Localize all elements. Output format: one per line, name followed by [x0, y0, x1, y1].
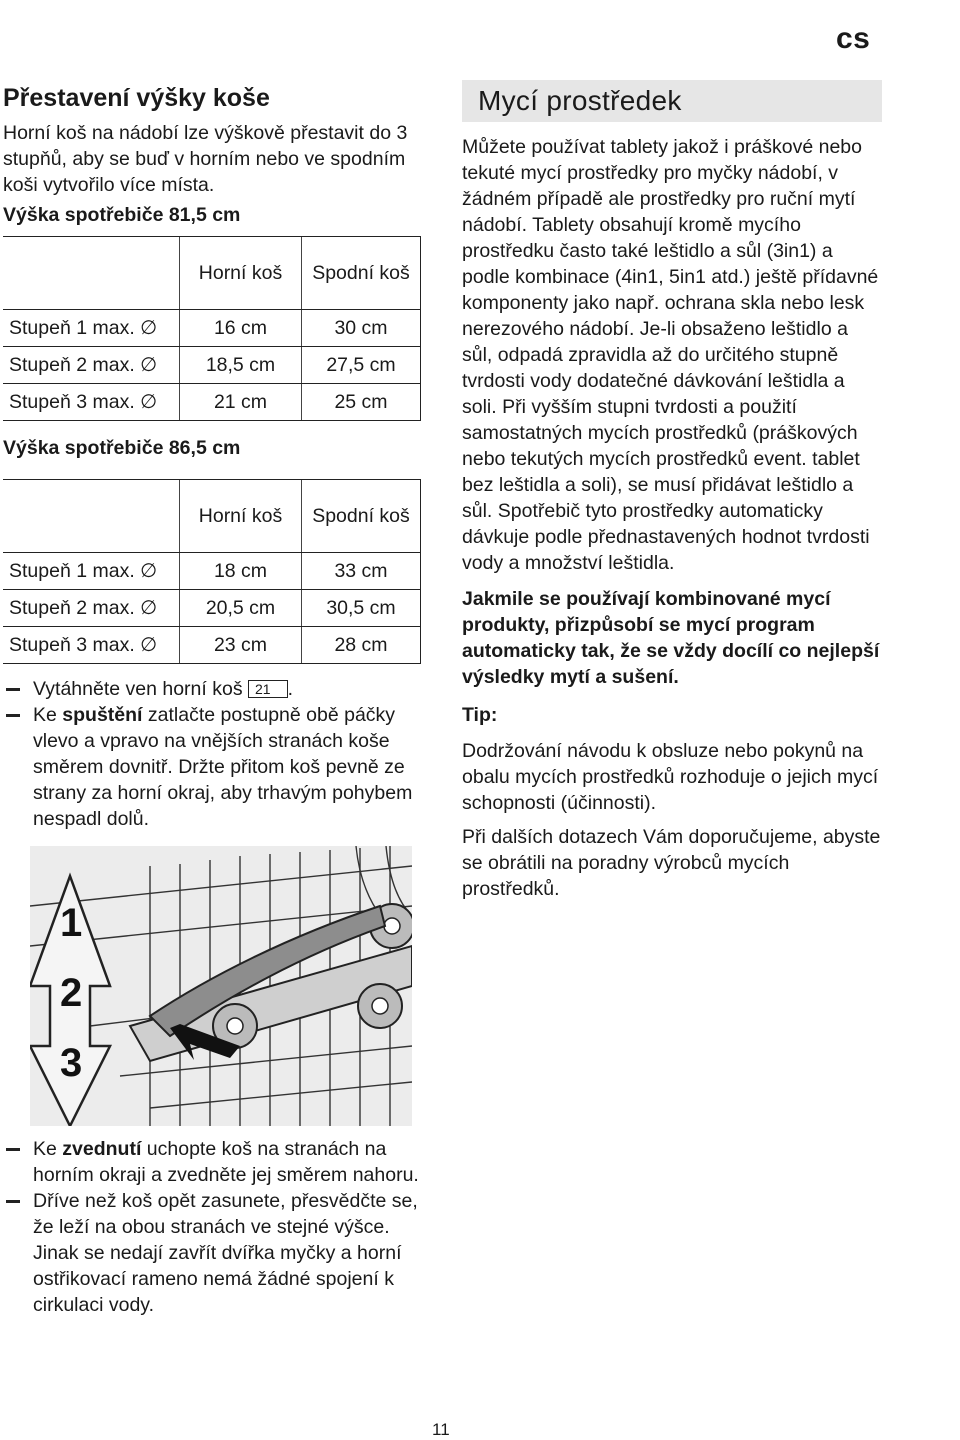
detergent-paragraph: Můžete používat tablety jakož i práškové nebo tekuté mycí prostředky pro myčky nádobí, v žádném případě ale prostředky pro ruční mytí nádobí. Tablety obsahují kromě mycího prostředku často také leštidlo a sůl (3in1) a podle kombinace (4in1, 5in1 atd.) ještě přídavné komponenty jako např. ochrana skla nebo lesk nerezového nádobí. Je-li obsaženo leštidlo a sůl, odpadá zpravidla až do určitého stupně tvrdosti vody dodatečné dávkování leštidla a soli. Při vyšším stupni tvrdosti a použití samostatných mycích prostředků (práškových nebo tekutých mycích prostředků event. tablet bez leštidla a soli), se musí přidávat leštidlo a sůl. Spotřebič tyto prostředky automaticky dávkuje podle přednastavených hodnot tvrdosti vody a množství leštidla.: [462, 136, 879, 574]
table-header-empty: [3, 480, 180, 553]
left-column: [3, 82, 423, 832]
contact-paragraph: Při dalších dotazech Vám doporučujeme, abyste se obrátili na poradny výrobců mycích prostředků.: [462, 826, 881, 900]
instruction-list: [3, 676, 423, 832]
right-column: [462, 80, 882, 902]
language-code: cs: [836, 22, 871, 55]
table-row: [3, 310, 421, 347]
bullet-text: Ke: [33, 704, 63, 726]
table-row: [3, 347, 421, 384]
height-table-81: [3, 236, 421, 421]
basket-illustration: [30, 846, 412, 1126]
table2-caption: Výška spotřebiče 86,5 cm: [3, 437, 241, 459]
list-item: [3, 1136, 423, 1188]
section-title-basket-height: Přestavení výšky koše: [3, 84, 270, 112]
row-lower: 27,5 cm: [302, 347, 421, 384]
bullet-bold: spuštění: [62, 704, 143, 726]
row-lower: 28 cm: [302, 627, 421, 664]
intro-paragraph: Horní koš na nádobí lze výškově přestavit do 3 stupňů, aby se buď v horním nebo ve spodním koši vytvořilo více místa.: [3, 122, 408, 196]
row-label: Stupeň 3 max. ∅: [3, 627, 180, 664]
bullet-end: .: [287, 678, 293, 700]
figure-ref-badge: 21: [248, 680, 288, 698]
row-lower: 30,5 cm: [302, 590, 421, 627]
bullet-text: Ke: [33, 1138, 63, 1160]
row-label: Stupeň 2 max. ∅: [3, 347, 180, 384]
list-item: [3, 702, 423, 832]
row-lower: 25 cm: [302, 384, 421, 421]
table-row: [3, 590, 421, 627]
tip-label: Tip:: [462, 704, 498, 726]
row-upper: 20,5 cm: [180, 590, 302, 627]
row-label: Stupeň 1 max. ∅: [3, 310, 180, 347]
bullet-bold: zvednutí: [62, 1138, 142, 1160]
section-title-detergent: Mycí prostředek: [462, 80, 882, 122]
row-upper: 23 cm: [180, 627, 302, 664]
table1-caption: Výška spotřebiče 81,5 cm: [3, 204, 241, 226]
table-header-upper: Horní koš: [180, 237, 302, 310]
bullet-text: Vytáhněte ven horní koš: [33, 678, 243, 700]
row-upper: 18 cm: [180, 553, 302, 590]
table-header-empty: [3, 237, 180, 310]
page-number: 11: [432, 1420, 450, 1439]
row-upper: 18,5 cm: [180, 347, 302, 384]
row-upper: 16 cm: [180, 310, 302, 347]
figure-step-3: 3: [60, 1041, 83, 1085]
bullet-text: uchopte koš na stranách na horním okraji a zvedněte jej směrem nahoru.: [33, 1138, 419, 1186]
list-item: [3, 676, 423, 702]
table-row: [3, 384, 421, 421]
height-table-86: [3, 479, 421, 664]
list-item: Dříve než koš opět zasunete, přesvědčte se, že leží na obou stranách ve stejné výšce. Jinak se nedají zavřít dvířka myčky a horní ostřikovací rameno nemá žádné spojení k cirkulaci vody.: [3, 1188, 423, 1318]
combined-products-note: Jakmile se používají kombinované mycí produkty, přizpůsobí se mycí program automaticky tak, že se vždy docílí co nejlepší výsledky mytí a sušení.: [462, 588, 880, 688]
row-label: Stupeň 3 max. ∅: [3, 384, 180, 421]
bullet-text: zatlačte postupně obě páčky vlevo a vpravo na vnějších stranách koše směrem dovnitř. Držte přitom koš pevně ze strany za horní okraj, aby trhavým pohybem nespadl dolů.: [33, 704, 413, 830]
table-header-upper: Horní koš: [180, 480, 302, 553]
figure-step-1: 1: [60, 901, 83, 945]
tip-text: Dodržování návodu k obsluze nebo pokynů na obalu mycích prostředků rozhoduje o jejich mycí schopnosti (účinnosti).: [462, 740, 879, 814]
table-row: [3, 627, 421, 664]
row-label: Stupeň 2 max. ∅: [3, 590, 180, 627]
row-upper: 21 cm: [180, 384, 302, 421]
figure-step-2: 2: [60, 971, 83, 1015]
instruction-list-bottom: [3, 1136, 423, 1318]
row-lower: 33 cm: [302, 553, 421, 590]
table-row: [3, 553, 421, 590]
table-header-lower: Spodní koš: [302, 237, 421, 310]
row-label: Stupeň 1 max. ∅: [3, 553, 180, 590]
row-lower: 30 cm: [302, 310, 421, 347]
table-header-lower: Spodní koš: [302, 480, 421, 553]
